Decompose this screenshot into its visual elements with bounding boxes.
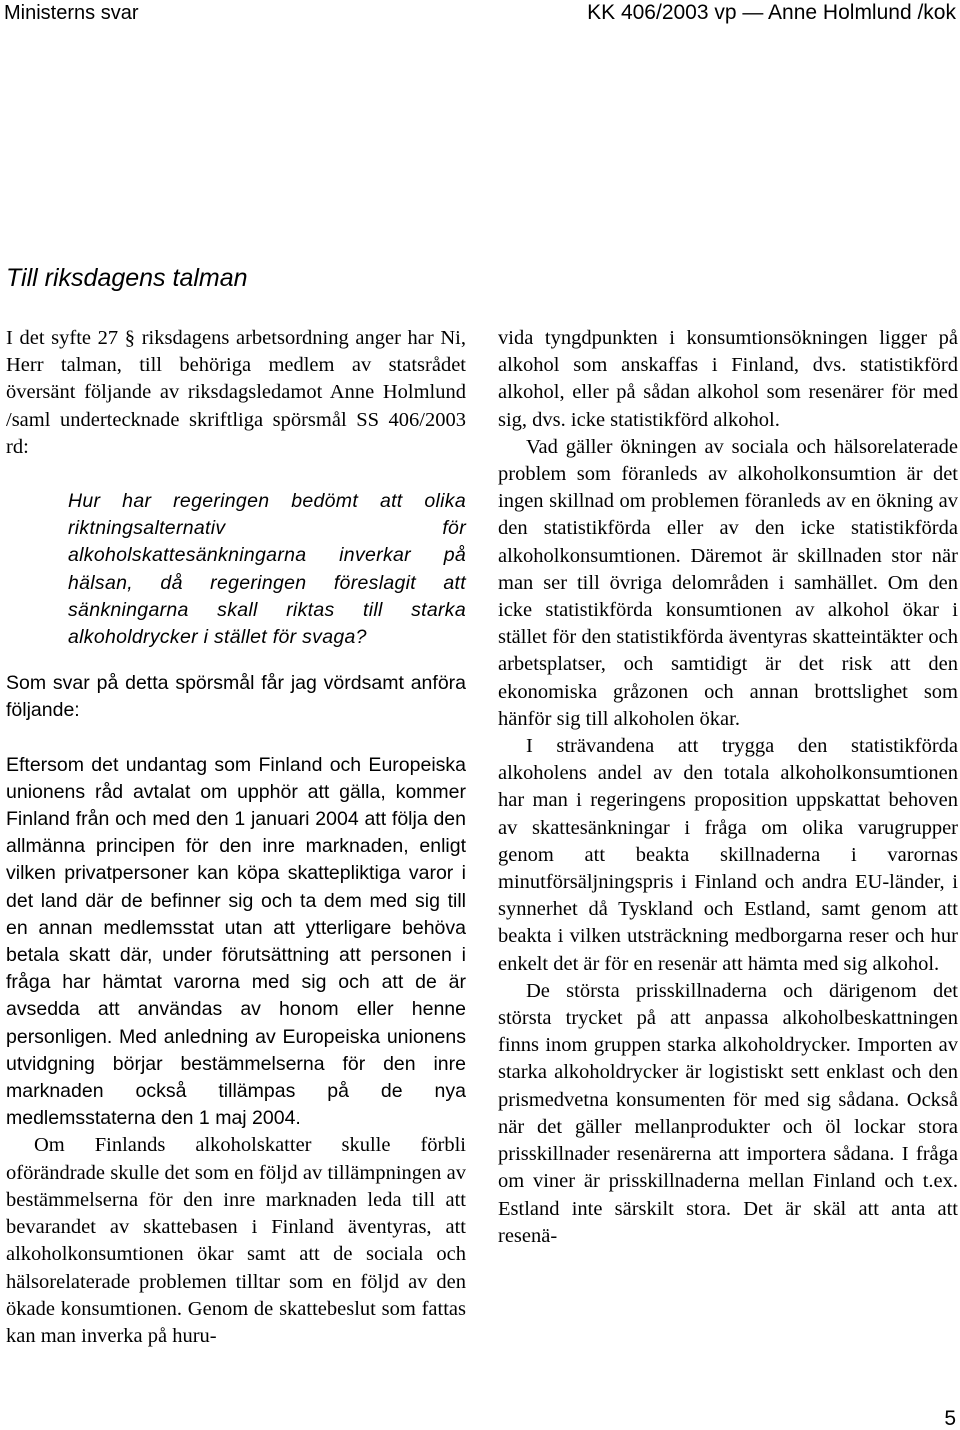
intro-paragraph: I det syfte 27 § riksdagens arbetsordning anger har Ni, Herr talman, till behöriga medlem av statsrådet översänt följande av riksdagsledamot Anne Holmlund /saml undertecknade skriftliga spörsmål SS 406/2003 rd: <box>6 327 466 458</box>
page-title: Till riksdagens talman <box>6 264 248 292</box>
right-paragraph-3: I strävandena att trygga den statistikförda alkoholens andel av den totala alkoholkonsumtionen har man i regeringens proposition uppskattat behoven av skattesänkningar i fråga om olika varugrupper genom att beakta skillnaderna i varornas minutförsäljningspris i Finland och andra EU-länder, i synnerhet då Tyskland och Estland, samt genom att beakta i vilken utsträckning medborgarna reser och hur enkelt det är för en resenär att hämta med sig alkohol. <box>498 735 958 975</box>
right-paragraph-4: De största prisskillnaderna och därigenom det största trycket på att anpassa alkoholbeskattningen finns inom gruppen starka alkoholdrycker. Importen av starka alkoholdrycker är logistiskt sett enklast och den prismedvetna konsumenten för med sig sådana. Också när det gäller mellanprodukter och öl lockar stora prisskillnader resenärerna att importera sådana. I fråga om viner är prisskillnaderna mellan Finland och t.ex. Estland inte särskilt stora. Det är skäl att anta att resenä- <box>498 979 958 1247</box>
answer-paragraph-2: Om Finlands alkoholskatter skulle förbli oförändrade skulle det som en följd av tillämpningen av bestämmelserna för den inre marknaden leda till att bevarandet av skattebasen i Finland äventyras, att alkoholkonsumtionen ökar samt att de sociala och hälsorelaterade problemen tilltar som en följd av den ökade konsumtionen. Genom de skattebeslut som fattas kan man inverka på huru- <box>6 1134 466 1347</box>
header-left: Ministerns svar <box>4 2 139 24</box>
page-number: 5 <box>944 1407 956 1430</box>
header-right: KK 406/2003 vp — Anne Holmlund /kok <box>587 1 956 24</box>
left-column <box>6 325 466 1350</box>
right-paragraph-2: Vad gäller ökningen av sociala och hälsorelaterade problem som föranleds av alkoholkonsumtion är det ingen skillnad om problemen föranleds av en ökning av den statistikförda eller av den icke statistikförda alkoholkonsumtionen. Däremot är skillnaden stor när man ser till övriga delområden i samhället. Om den icke statistikförda konsumtionen av alkohol ökar i stället för den statistikförda äventyras skatteintäkter och arbetsplatser, och samtidigt är det risk att den ekonomiska gråzonen och annan brottslighet som hänför sig till alkoholen ökar. <box>498 435 958 730</box>
right-column <box>498 325 958 1250</box>
answer-intro: Som svar på detta spörsmål får jag vördsamt anföra följande: <box>6 672 466 722</box>
answer-paragraph-1: Eftersom det undantag som Finland och Europeiska unionens råd avtalat om upphör att gälla, kommer Finland från och med den 1 januari 2004 att följa den allmänna principen för den inre marknaden, enligt vilken privatpersoner kan köpa skattepliktiga varor i det land där de befinner sig och ta dem med sig till en annan medlemsstat utan att ytterligare behöva betala skatt där, under förutsättning att personen i fråga har hämtat varorna med sig och att de är avsedda att användas av honom eller henne personligen. Med anledning av Europeiska unionens utvidgning börjar bestämmelserna för den inre marknaden också tillämpas på de nya medlemsstaterna den 1 maj 2004. <box>6 753 466 1130</box>
right-paragraph-1: vida tyngdpunkten i konsumtionsökningen ligger på alkohol som anskaffas i Finland, dvs. statistikförd alkohol, eller på sådan alkohol som resenärer för med sig, dvs. icke statistikförd alkohol. <box>498 327 958 431</box>
question-text: Hur har regeringen bedömt att olika riktningsalternativ för alkoholskattesänkningarna inverkar på hälsan, då regeringen föreslagit att sänkningarna skall riktas till starka alkoholdrycker i stället för svaga? <box>68 490 466 649</box>
